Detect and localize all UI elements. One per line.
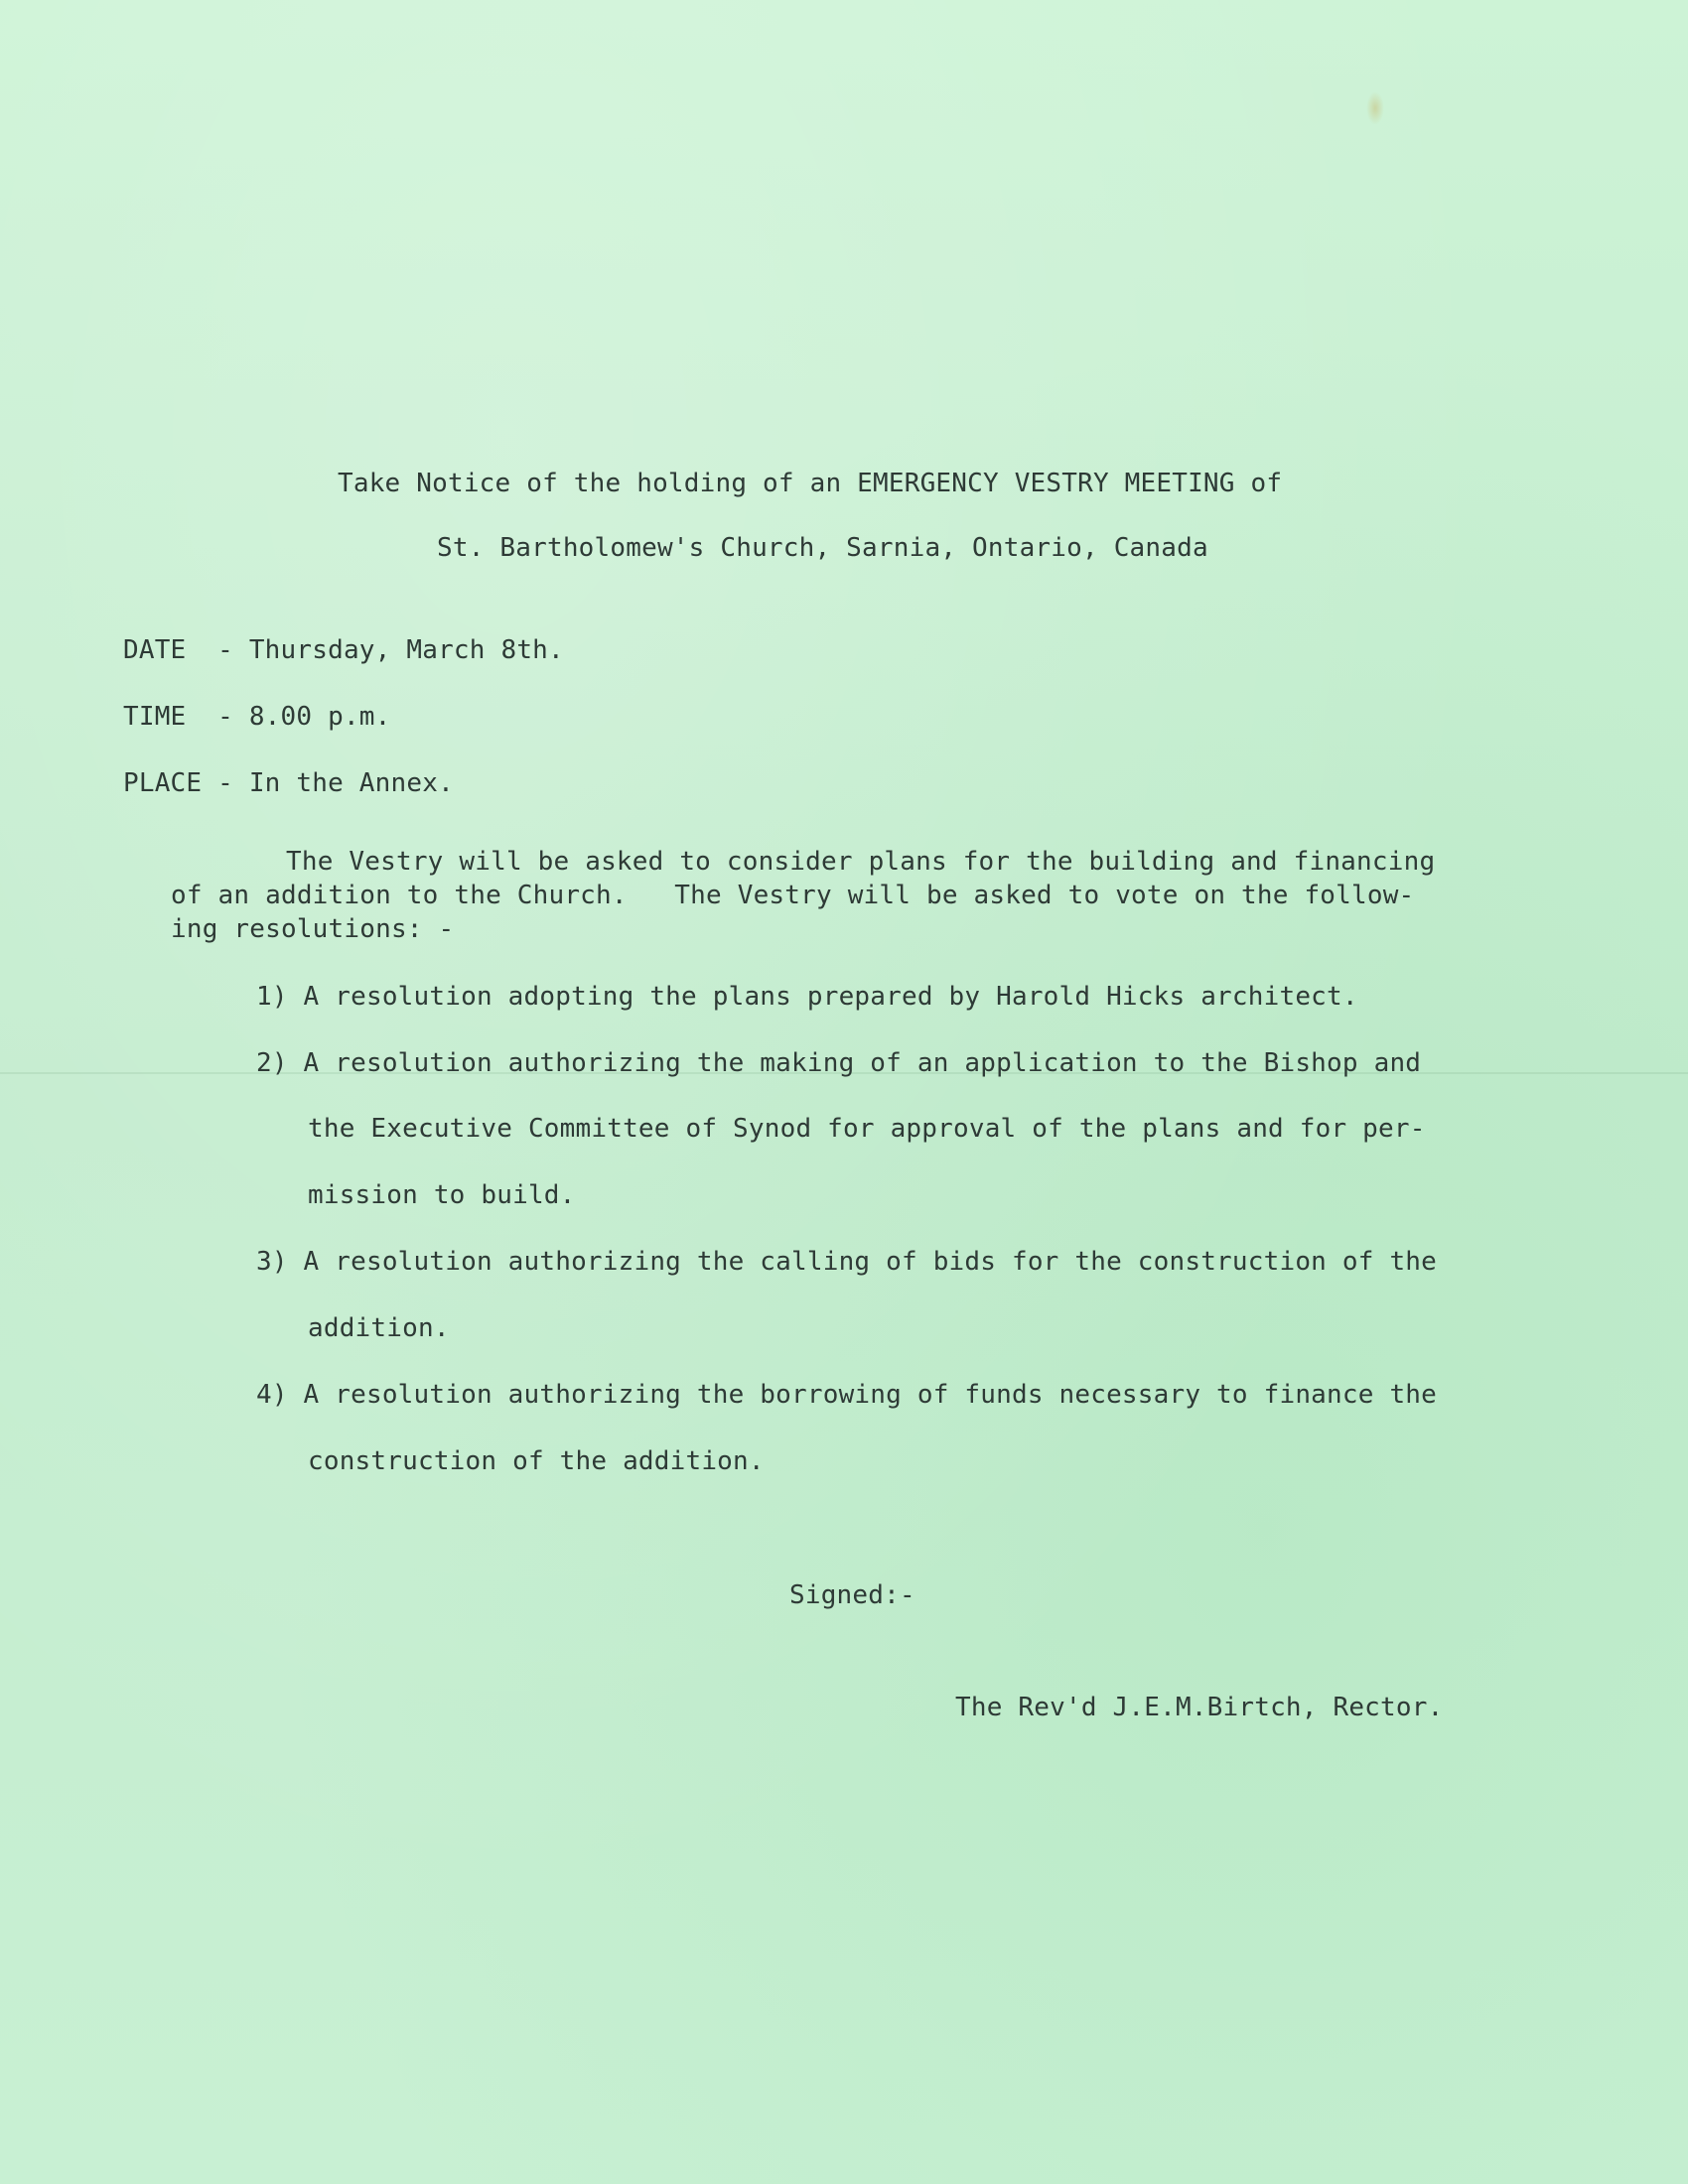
resolution-1: 1) A resolution adopting the plans prepared by Harold Hicks architect. — [256, 982, 1358, 1012]
resolution-3-line-1: 3) A resolution authorizing the calling of bids for the construction of the — [256, 1247, 1437, 1277]
church-name: St. Bartholomew's Church, Sarnia, Ontario, Canada — [437, 533, 1208, 563]
resolution-2-line-2: the Executive Committee of Synod for approval of the plans and for per- — [308, 1114, 1426, 1144]
resolution-2-line-3: mission to build. — [308, 1180, 576, 1210]
paper-stain — [1366, 91, 1384, 125]
resolution-4-line-1: 4) A resolution authorizing the borrowing of funds necessary to finance the — [256, 1380, 1437, 1410]
meeting-date: DATE - Thursday, March 8th. — [123, 635, 564, 665]
meeting-place: PLACE - In the Annex. — [123, 768, 454, 798]
intro-line-3: ing resolutions: - — [171, 914, 455, 944]
signatory-name: The Rev'd J.E.M.Birtch, Rector. — [955, 1693, 1444, 1722]
meeting-time: TIME - 8.00 p.m. — [123, 702, 391, 732]
resolution-4-line-2: construction of the addition. — [308, 1446, 765, 1476]
intro-line-1: The Vestry will be asked to consider plans for the building and financing — [286, 847, 1436, 877]
resolution-2-line-1: 2) A resolution authorizing the making of an application to the Bishop and — [256, 1048, 1422, 1078]
intro-line-2: of an addition to the Church. The Vestry will be asked to vote on the follow- — [171, 881, 1415, 910]
signed-label: Signed:- — [789, 1580, 915, 1610]
notice-heading: Take Notice of the holding of an EMERGENCY VESTRY MEETING of — [338, 469, 1283, 498]
resolution-3-line-2: addition. — [308, 1313, 450, 1343]
